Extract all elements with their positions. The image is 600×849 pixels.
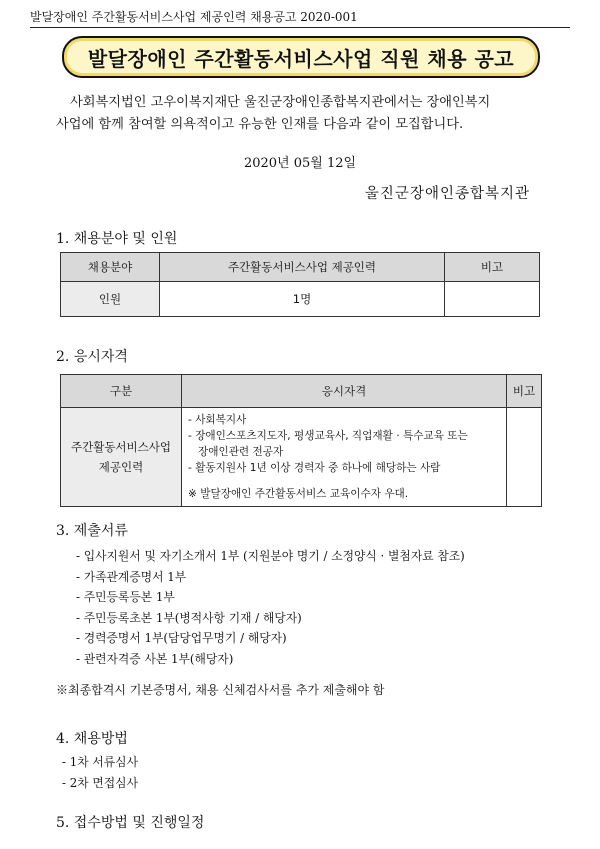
qualification-cell [182,408,507,507]
final-submission-note: ※최종합격시 기본증명서, 채용 신체검사서를 추가 제출해야 함 [56,683,385,697]
table-cell: 인원 [61,282,160,317]
table-header: 채용분야 [61,253,160,282]
table-cell: 1명 [160,282,445,317]
category-cell [61,408,182,507]
list-item: - 입사지원서 및 자기소개서 1부 (지원분야 명기 / 소정양식 · 별첨자료 참조) [76,549,465,563]
preference-note: ※ 발달장애인 주간활동서비스 교육이수자 우대. [188,488,409,500]
table-cell [445,282,540,317]
list-item: - 1차 서류심사 [62,755,138,769]
section-3-heading: 3. 제출서류 [56,523,128,539]
qualification-item: - 활동지원사 1년 이상 경력자 중 하나에 해당하는 사람 [188,462,441,474]
announcement-date: 2020년 05월 12일 [243,156,357,171]
document-header: 발달장애인 주간활동서비스사업 제공인력 채용공고 2020-001 [30,10,358,24]
recruitment-table [60,252,540,317]
qualification-table [60,374,542,507]
table-header: 비고 [445,253,540,282]
section-2-heading: 2. 응시자격 [56,349,128,365]
method-list [62,752,138,793]
organization-name: 울진군장애인종합복지관 [364,186,530,202]
intro-paragraph [56,92,560,136]
table-header: 비고 [507,375,542,408]
intro-line-2: 사업에 함께 참여할 의욕적이고 유능한 인재를 다음과 같이 모집합니다. [56,117,464,132]
page-title: 발달장애인 주간활동서비스사업 직원 채용 공고 [87,46,515,71]
qualification-item: - 장애인스포츠지도자, 평생교육사, 직업재활 · 특수교육 또는 [188,430,468,442]
list-item: - 주민등록등본 1부 [76,590,175,604]
intro-line-1: 사회복지법인 고우이복지재단 울진군장애인종합복지관에서는 장애인복지 [70,95,491,110]
title-banner [62,36,540,78]
category-line: 주간활동서비스사업 [71,440,171,454]
qualification-item: 장애인관련 전공자 [198,446,284,458]
list-item: - 경력증명서 1부(담당업무명기 / 해당자) [76,631,287,645]
list-item: - 주민등록초본 1부(병적사항 기재 / 해당자) [76,610,302,625]
qualification-item: - 사회복지사 [188,414,247,426]
list-item: - 관련자격증 사본 1부(해당자) [76,651,234,666]
table-header: 주간활동서비스사업 제공인력 [160,253,445,282]
section-1-heading: 1. 채용분야 및 인원 [56,231,178,247]
list-item: - 가족관계증명서 1부 [76,569,187,584]
table-header: 구분 [61,375,182,408]
section-5-heading: 5. 접수방법 및 진행일정 [56,815,205,831]
document-list [76,546,465,669]
category-line: 제공인력 [98,460,144,474]
remark-cell [507,408,542,507]
list-item: - 2차 면접심사 [62,775,138,790]
table-header: 응시자격 [182,375,507,408]
section-4-heading: 4. 채용방법 [56,731,128,747]
header-divider [30,27,570,28]
